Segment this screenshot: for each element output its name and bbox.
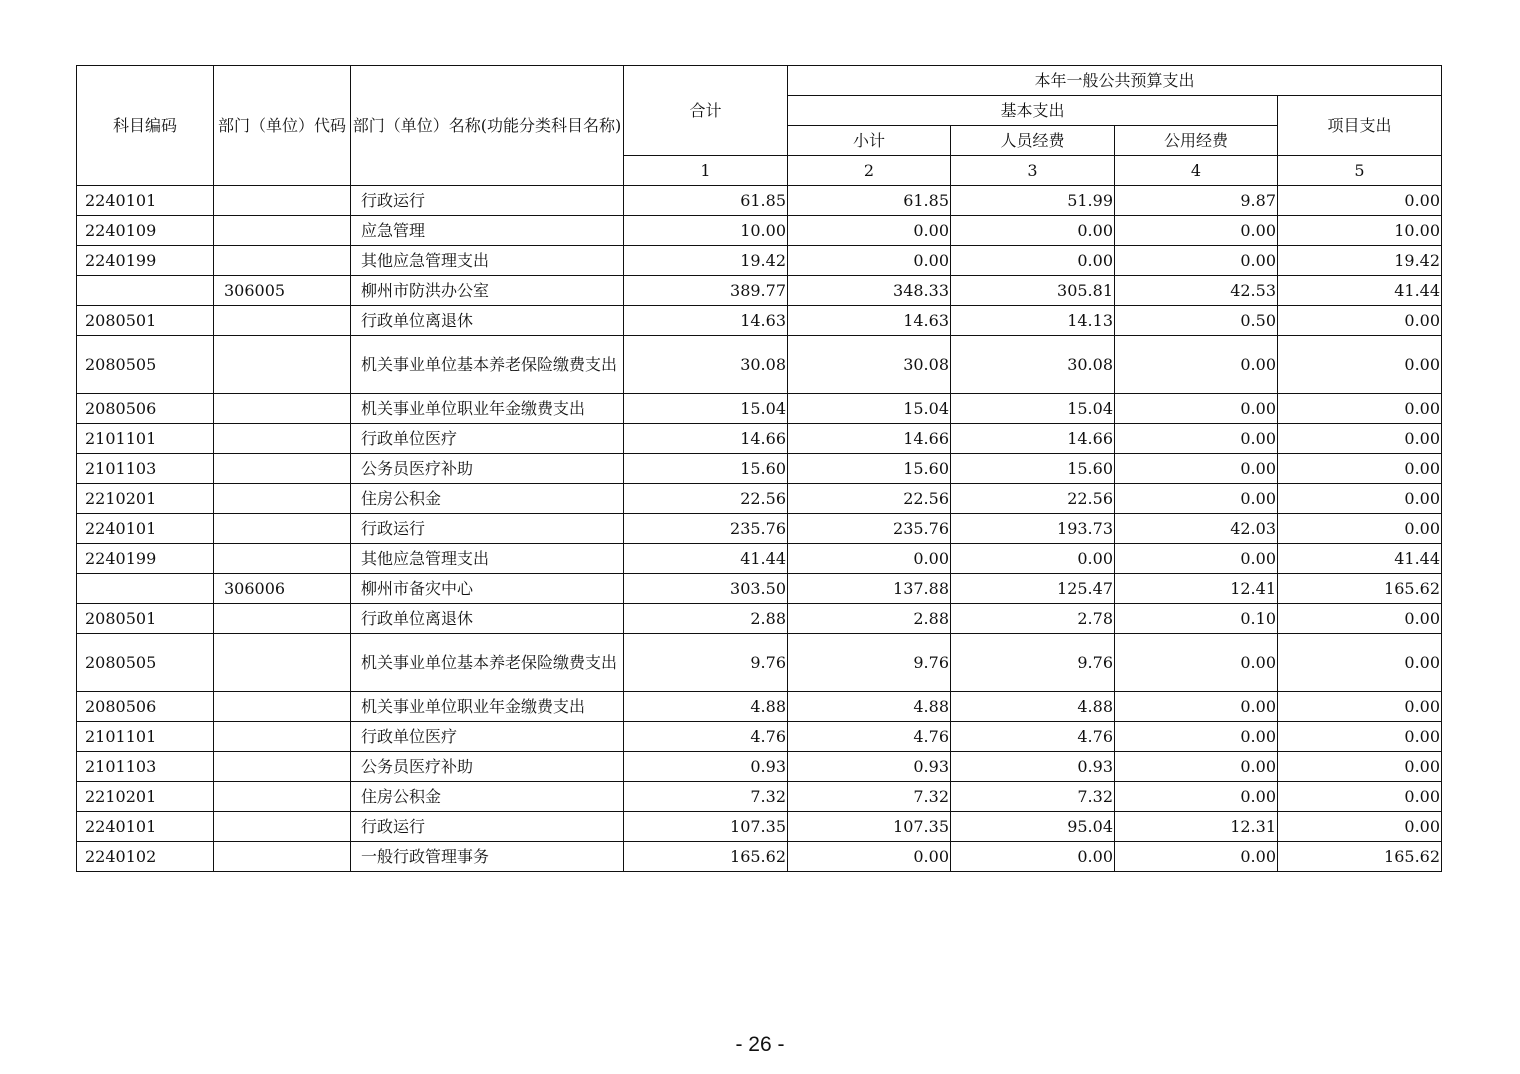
project-cell: 0.00 xyxy=(1278,336,1442,394)
table-row xyxy=(77,186,1442,216)
total-cell: 15.04 xyxy=(624,394,788,424)
public-cell: 0.00 xyxy=(1115,336,1278,394)
table-row xyxy=(77,424,1442,454)
page-number: - 26 - xyxy=(735,1033,785,1056)
dept-code-cell xyxy=(214,186,351,216)
subject-code-cell: 2101101 xyxy=(77,424,214,454)
project-cell: 0.00 xyxy=(1278,752,1442,782)
dept-code-cell xyxy=(214,336,351,394)
public-cell: 0.00 xyxy=(1115,634,1278,692)
table-row xyxy=(77,544,1442,574)
subject-code-cell: 2080501 xyxy=(77,306,214,336)
personnel-cell: 0.00 xyxy=(951,544,1115,574)
project-cell: 10.00 xyxy=(1278,216,1442,246)
project-cell: 41.44 xyxy=(1278,544,1442,574)
table-row xyxy=(77,514,1442,544)
dept-code-cell xyxy=(214,752,351,782)
public-cell: 0.00 xyxy=(1115,454,1278,484)
subtotal-cell: 22.56 xyxy=(788,484,951,514)
public-cell: 9.87 xyxy=(1115,186,1278,216)
budget-expenditure-table xyxy=(76,65,1442,872)
personnel-cell: 125.47 xyxy=(951,574,1115,604)
total-cell: 165.62 xyxy=(624,842,788,872)
dept-code-cell: 306006 xyxy=(214,574,351,604)
total-cell: 2.88 xyxy=(624,604,788,634)
subtotal-cell: 137.88 xyxy=(788,574,951,604)
subject-code-cell: 2101103 xyxy=(77,454,214,484)
project-cell: 19.42 xyxy=(1278,246,1442,276)
public-cell: 0.00 xyxy=(1115,484,1278,514)
total-cell: 14.63 xyxy=(624,306,788,336)
subtotal-cell: 348.33 xyxy=(788,276,951,306)
project-cell: 0.00 xyxy=(1278,394,1442,424)
personnel-cell: 0.00 xyxy=(951,246,1115,276)
subtotal-cell: 235.76 xyxy=(788,514,951,544)
dept-name-cell: 住房公积金 xyxy=(351,782,624,812)
project-cell: 0.00 xyxy=(1278,186,1442,216)
total-cell: 10.00 xyxy=(624,216,788,246)
subtotal-cell: 4.76 xyxy=(788,722,951,752)
header-public: 公用经费 xyxy=(1115,126,1278,156)
table-row xyxy=(77,394,1442,424)
project-cell: 0.00 xyxy=(1278,812,1442,842)
table-row xyxy=(77,604,1442,634)
header-total: 合计 xyxy=(624,66,788,156)
public-cell: 0.00 xyxy=(1115,752,1278,782)
total-cell: 389.77 xyxy=(624,276,788,306)
header-index-3: 3 xyxy=(951,156,1115,186)
total-cell: 19.42 xyxy=(624,246,788,276)
subject-code-cell xyxy=(77,574,214,604)
project-cell: 0.00 xyxy=(1278,782,1442,812)
total-cell: 15.60 xyxy=(624,454,788,484)
personnel-cell: 4.88 xyxy=(951,692,1115,722)
dept-code-cell xyxy=(214,424,351,454)
public-cell: 42.03 xyxy=(1115,514,1278,544)
table-row xyxy=(77,336,1442,394)
personnel-cell: 51.99 xyxy=(951,186,1115,216)
project-cell: 0.00 xyxy=(1278,634,1442,692)
table-row xyxy=(77,842,1442,872)
personnel-cell: 22.56 xyxy=(951,484,1115,514)
project-cell: 41.44 xyxy=(1278,276,1442,306)
dept-code-cell xyxy=(214,544,351,574)
header-subtotal: 小计 xyxy=(788,126,951,156)
subtotal-cell: 0.93 xyxy=(788,752,951,782)
subject-code-cell: 2210201 xyxy=(77,484,214,514)
project-cell: 165.62 xyxy=(1278,574,1442,604)
personnel-cell: 4.76 xyxy=(951,722,1115,752)
dept-name-cell: 柳州市防洪办公室 xyxy=(351,276,624,306)
subject-code-cell: 2240101 xyxy=(77,812,214,842)
subtotal-cell: 15.04 xyxy=(788,394,951,424)
subtotal-cell: 0.00 xyxy=(788,544,951,574)
subtotal-cell: 2.88 xyxy=(788,604,951,634)
table-row xyxy=(77,692,1442,722)
table-row xyxy=(77,634,1442,692)
dept-code-cell: 306005 xyxy=(214,276,351,306)
personnel-cell: 30.08 xyxy=(951,336,1115,394)
public-cell: 0.00 xyxy=(1115,394,1278,424)
header-dept-name: 部门（单位）名称(功能分类科目名称) xyxy=(351,66,624,186)
total-cell: 107.35 xyxy=(624,812,788,842)
subtotal-cell: 15.60 xyxy=(788,454,951,484)
dept-name-cell: 住房公积金 xyxy=(351,484,624,514)
dept-name-cell: 柳州市备灾中心 xyxy=(351,574,624,604)
total-cell: 235.76 xyxy=(624,514,788,544)
subject-code-cell: 2240101 xyxy=(77,514,214,544)
table-row xyxy=(77,484,1442,514)
dept-code-cell xyxy=(214,604,351,634)
total-cell: 7.32 xyxy=(624,782,788,812)
dept-code-cell xyxy=(214,842,351,872)
dept-code-cell xyxy=(214,634,351,692)
subject-code-cell: 2080501 xyxy=(77,604,214,634)
dept-code-cell xyxy=(214,782,351,812)
dept-name-cell: 机关事业单位职业年金缴费支出 xyxy=(351,692,624,722)
table-row xyxy=(77,752,1442,782)
total-cell: 41.44 xyxy=(624,544,788,574)
subject-code-cell: 2240199 xyxy=(77,246,214,276)
dept-code-cell xyxy=(214,692,351,722)
dept-name-cell: 行政单位医疗 xyxy=(351,722,624,752)
public-cell: 0.00 xyxy=(1115,544,1278,574)
dept-name-cell: 应急管理 xyxy=(351,216,624,246)
project-cell: 0.00 xyxy=(1278,484,1442,514)
table-row xyxy=(77,216,1442,246)
table-row xyxy=(77,574,1442,604)
total-cell: 4.88 xyxy=(624,692,788,722)
total-cell: 14.66 xyxy=(624,424,788,454)
dept-code-cell xyxy=(214,306,351,336)
public-cell: 0.10 xyxy=(1115,604,1278,634)
dept-name-cell: 行政单位离退休 xyxy=(351,306,624,336)
dept-code-cell xyxy=(214,812,351,842)
dept-name-cell: 行政单位离退休 xyxy=(351,604,624,634)
personnel-cell: 15.60 xyxy=(951,454,1115,484)
subject-code-cell: 2101103 xyxy=(77,752,214,782)
header-basic: 基本支出 xyxy=(788,96,1278,126)
header-project: 项目支出 xyxy=(1278,96,1442,156)
project-cell: 0.00 xyxy=(1278,604,1442,634)
total-cell: 22.56 xyxy=(624,484,788,514)
dept-name-cell: 行政运行 xyxy=(351,812,624,842)
table-row xyxy=(77,782,1442,812)
total-cell: 4.76 xyxy=(624,722,788,752)
personnel-cell: 0.00 xyxy=(951,842,1115,872)
header-dept-code: 部门（单位）代码 xyxy=(214,66,351,186)
subtotal-cell: 0.00 xyxy=(788,246,951,276)
subtotal-cell: 0.00 xyxy=(788,216,951,246)
personnel-cell: 0.93 xyxy=(951,752,1115,782)
header-index-5: 5 xyxy=(1278,156,1442,186)
personnel-cell: 15.04 xyxy=(951,394,1115,424)
subtotal-cell: 7.32 xyxy=(788,782,951,812)
subject-code-cell: 2080505 xyxy=(77,634,214,692)
subtotal-cell: 4.88 xyxy=(788,692,951,722)
subtotal-cell: 14.66 xyxy=(788,424,951,454)
public-cell: 0.00 xyxy=(1115,692,1278,722)
dept-name-cell: 其他应急管理支出 xyxy=(351,544,624,574)
dept-name-cell: 机关事业单位基本养老保险缴费支出 xyxy=(351,336,624,394)
dept-name-cell: 行政单位医疗 xyxy=(351,424,624,454)
personnel-cell: 0.00 xyxy=(951,216,1115,246)
project-cell: 0.00 xyxy=(1278,692,1442,722)
header-personnel: 人员经费 xyxy=(951,126,1115,156)
personnel-cell: 305.81 xyxy=(951,276,1115,306)
table-row xyxy=(77,306,1442,336)
dept-name-cell: 公务员医疗补助 xyxy=(351,454,624,484)
total-cell: 30.08 xyxy=(624,336,788,394)
subject-code-cell xyxy=(77,276,214,306)
table-row xyxy=(77,812,1442,842)
total-cell: 303.50 xyxy=(624,574,788,604)
public-cell: 12.41 xyxy=(1115,574,1278,604)
project-cell: 0.00 xyxy=(1278,722,1442,752)
subtotal-cell: 107.35 xyxy=(788,812,951,842)
subtotal-cell: 30.08 xyxy=(788,336,951,394)
dept-code-cell xyxy=(214,246,351,276)
dept-code-cell xyxy=(214,484,351,514)
personnel-cell: 193.73 xyxy=(951,514,1115,544)
subject-code-cell: 2240101 xyxy=(77,186,214,216)
table-row xyxy=(77,246,1442,276)
public-cell: 0.50 xyxy=(1115,306,1278,336)
dept-code-cell xyxy=(214,454,351,484)
public-cell: 0.00 xyxy=(1115,216,1278,246)
personnel-cell: 14.66 xyxy=(951,424,1115,454)
personnel-cell: 95.04 xyxy=(951,812,1115,842)
personnel-cell: 2.78 xyxy=(951,604,1115,634)
dept-code-cell xyxy=(214,394,351,424)
subject-code-cell: 2210201 xyxy=(77,782,214,812)
header-index-2: 2 xyxy=(788,156,951,186)
header-index-1: 1 xyxy=(624,156,788,186)
personnel-cell: 14.13 xyxy=(951,306,1115,336)
subject-code-cell: 2240109 xyxy=(77,216,214,246)
table-row xyxy=(77,722,1442,752)
header-group: 本年一般公共预算支出 xyxy=(788,66,1442,96)
dept-code-cell xyxy=(214,722,351,752)
subject-code-cell: 2240102 xyxy=(77,842,214,872)
dept-code-cell xyxy=(214,216,351,246)
public-cell: 0.00 xyxy=(1115,782,1278,812)
public-cell: 0.00 xyxy=(1115,842,1278,872)
subtotal-cell: 61.85 xyxy=(788,186,951,216)
subject-code-cell: 2080505 xyxy=(77,336,214,394)
subject-code-cell: 2080506 xyxy=(77,692,214,722)
subject-code-cell: 2240199 xyxy=(77,544,214,574)
dept-name-cell: 公务员医疗补助 xyxy=(351,752,624,782)
public-cell: 0.00 xyxy=(1115,246,1278,276)
personnel-cell: 9.76 xyxy=(951,634,1115,692)
total-cell: 61.85 xyxy=(624,186,788,216)
subject-code-cell: 2101101 xyxy=(77,722,214,752)
project-cell: 0.00 xyxy=(1278,424,1442,454)
total-cell: 9.76 xyxy=(624,634,788,692)
project-cell: 0.00 xyxy=(1278,514,1442,544)
table-body xyxy=(77,186,1442,872)
header-index-4: 4 xyxy=(1115,156,1278,186)
header-code: 科目编码 xyxy=(77,66,214,186)
dept-name-cell: 其他应急管理支出 xyxy=(351,246,624,276)
dept-name-cell: 机关事业单位基本养老保险缴费支出 xyxy=(351,634,624,692)
dept-name-cell: 行政运行 xyxy=(351,514,624,544)
subtotal-cell: 9.76 xyxy=(788,634,951,692)
table-row xyxy=(77,454,1442,484)
table-row xyxy=(77,276,1442,306)
project-cell: 0.00 xyxy=(1278,306,1442,336)
total-cell: 0.93 xyxy=(624,752,788,782)
subject-code-cell: 2080506 xyxy=(77,394,214,424)
subtotal-cell: 14.63 xyxy=(788,306,951,336)
dept-name-cell: 机关事业单位职业年金缴费支出 xyxy=(351,394,624,424)
dept-name-cell: 一般行政管理事务 xyxy=(351,842,624,872)
public-cell: 42.53 xyxy=(1115,276,1278,306)
personnel-cell: 7.32 xyxy=(951,782,1115,812)
subtotal-cell: 0.00 xyxy=(788,842,951,872)
dept-code-cell xyxy=(214,514,351,544)
project-cell: 0.00 xyxy=(1278,454,1442,484)
public-cell: 0.00 xyxy=(1115,424,1278,454)
dept-name-cell: 行政运行 xyxy=(351,186,624,216)
public-cell: 12.31 xyxy=(1115,812,1278,842)
public-cell: 0.00 xyxy=(1115,722,1278,752)
project-cell: 165.62 xyxy=(1278,842,1442,872)
